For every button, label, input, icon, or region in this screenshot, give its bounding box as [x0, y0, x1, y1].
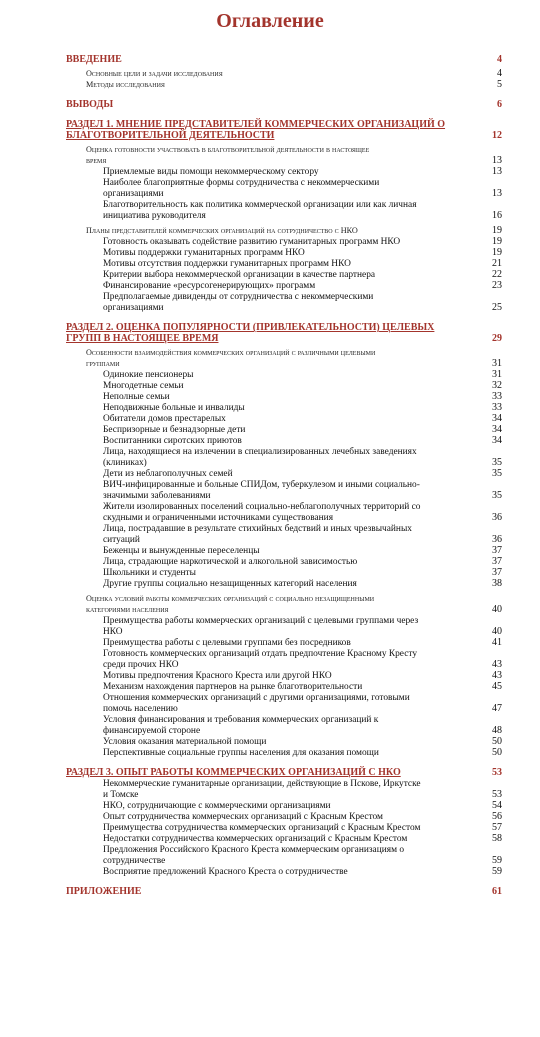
- toc-entry-line[interactable]: значимыми заболеваниями: [103, 491, 211, 501]
- toc-page-number: 34: [492, 424, 502, 435]
- toc-page-number: 4: [497, 54, 502, 65]
- toc-page-number: 37: [492, 567, 502, 578]
- toc-page-number: 53: [492, 789, 502, 800]
- toc-page-number: 31: [492, 358, 502, 369]
- toc-entry-line[interactable]: Неподвижные больные и инвалиды: [103, 403, 245, 413]
- toc-entry-line[interactable]: Воспитанники сиротских приютов: [103, 436, 242, 446]
- toc-entry-line[interactable]: и Томске: [103, 790, 139, 800]
- toc-entry-line[interactable]: Преимущества сотрудничества коммерческих организаций с Красным Крестом: [103, 823, 421, 833]
- toc-entry-line[interactable]: Школьники и студенты: [103, 568, 196, 578]
- toc-page-number: 16: [492, 210, 502, 221]
- toc-page-number: 19: [492, 247, 502, 258]
- toc-entry-line[interactable]: Планы представителей коммерческих организаций на сотрудничество с НКО: [86, 226, 358, 235]
- toc-entry-line[interactable]: ГРУПП В НАСТОЯЩЕЕ ВРЕМЯ: [66, 333, 219, 344]
- toc-entry-line[interactable]: Критерии выбора некоммерческой организации в качестве партнера: [103, 270, 376, 280]
- toc-entry-line[interactable]: Обитатели домов престарелых: [103, 414, 226, 424]
- toc-page-number: 37: [492, 556, 502, 567]
- toc-entry-line[interactable]: ситуаций: [103, 535, 140, 545]
- toc-page-number: 19: [492, 236, 502, 247]
- toc-entry-line[interactable]: Преимущества работы коммерческих организаций с целевыми группами через: [103, 616, 419, 626]
- toc-page-number: 58: [492, 833, 502, 844]
- toc-entry-line[interactable]: Финансирование «ресурсогенерирующих» программ: [103, 281, 316, 291]
- toc-page-number: 21: [492, 258, 502, 269]
- toc-entry-line[interactable]: Готовность коммерческих организаций отдать предпочтение Красному Кресту: [103, 649, 418, 659]
- toc-page-number: 19: [492, 225, 502, 236]
- toc-page-number: 36: [492, 512, 502, 523]
- toc-entry-line[interactable]: Опыт сотрудничества коммерческих организаций с Красным Крестом: [103, 812, 383, 822]
- toc-entry-line[interactable]: Восприятие предложений Красного Креста о сотрудничестве: [103, 867, 348, 877]
- toc-entry-line[interactable]: Лица, страдающие наркотической и алкогольной зависимостью: [103, 557, 358, 567]
- toc-page-number: 33: [492, 402, 502, 413]
- toc-page-number: 48: [492, 725, 502, 736]
- toc-page-number: 35: [492, 468, 502, 479]
- toc-page-number: 57: [492, 822, 502, 833]
- toc-entry-line[interactable]: Другие группы социально незащищенных категорий населения: [103, 579, 357, 589]
- toc-entry-line[interactable]: Беспризорные и безнадзорные дети: [103, 425, 246, 435]
- toc-entry-line[interactable]: скудными и ограниченными источниками существования: [103, 513, 334, 523]
- toc-page-number: 61: [492, 886, 502, 897]
- toc-entry-line[interactable]: Неполные семьи: [103, 392, 170, 402]
- toc-entry-line[interactable]: Беженцы и вынужденные переселенцы: [103, 546, 260, 556]
- toc-page-number: 25: [492, 302, 502, 313]
- toc-entry-line[interactable]: Механизм нахождения партнеров на рынке благотворительности: [103, 682, 363, 692]
- toc-page-number: 32: [492, 380, 502, 391]
- toc-entry-line[interactable]: ВВЕДЕНИЕ: [66, 54, 122, 65]
- toc-entry-line[interactable]: НКО: [103, 627, 123, 637]
- toc-page-number: 41: [492, 637, 502, 648]
- toc-entry-line[interactable]: Жители изолированных поселений социально-неблагополучных территорий со: [103, 502, 421, 512]
- toc-entry-line[interactable]: ВИЧ-инфицированные и больные СПИДом, туберкулезом и иными социально-: [103, 480, 420, 490]
- toc-entry-line[interactable]: Условия финансирования и требования коммерческих организаций к: [103, 715, 379, 725]
- toc-entry-line[interactable]: Приемлемые виды помощи некоммерческому сектору: [103, 167, 319, 177]
- toc-entry-line[interactable]: помочь населению: [103, 704, 178, 714]
- toc-entry-line[interactable]: Оценка условий работы коммерческих организаций с социально незащищенными: [86, 594, 375, 603]
- toc-page-number: 13: [492, 155, 502, 166]
- toc-entry-line[interactable]: РАЗДЕЛ 3. ОПЫТ РАБОТЫ КОММЕРЧЕСКИХ ОРГАНИЗАЦИЙ С НКО: [66, 767, 401, 778]
- toc-page-number: 50: [492, 736, 502, 747]
- toc-entry-line[interactable]: Мотивы отсутствия поддержки гуманитарных программ НКО: [103, 259, 351, 269]
- toc-page-number: 47: [492, 703, 502, 714]
- toc-page-number: 22: [492, 269, 502, 280]
- toc-entry-line[interactable]: Благотворительность как политика коммерческой организации или как личная: [103, 200, 417, 210]
- toc-entry-line[interactable]: ПРИЛОЖЕНИЕ: [66, 886, 142, 897]
- toc-page-number: 23: [492, 280, 502, 291]
- toc-page-number: 50: [492, 747, 502, 758]
- toc-entry-line[interactable]: организациями: [103, 189, 164, 199]
- toc-entry-line[interactable]: Методы исследования: [86, 80, 165, 89]
- toc-page-number: 4: [497, 68, 502, 79]
- toc-entry-line[interactable]: Наиболее благоприятные формы сотрудничества с некоммерческими: [103, 178, 380, 188]
- toc-entry-line[interactable]: Основные цели и задачи исследования: [86, 69, 223, 78]
- toc-page-number: 13: [492, 188, 502, 199]
- toc-page-number: 45: [492, 681, 502, 692]
- toc-page-number: 5: [497, 79, 502, 90]
- toc-page-number: 31: [492, 369, 502, 380]
- page-title: Оглавление: [216, 10, 324, 32]
- toc-page-number: 38: [492, 578, 502, 589]
- toc-entry-line[interactable]: Особенности взаимодействия коммерческих организаций с различными целевыми: [86, 348, 376, 357]
- toc-entry-line[interactable]: ВЫВОДЫ: [66, 99, 114, 110]
- toc-page-number: 43: [492, 659, 502, 670]
- toc-entry-line[interactable]: Недостатки сотрудничества коммерческих организаций с Красным Крестом: [103, 834, 408, 844]
- toc-entry-line[interactable]: Перспективные социальные группы населения для оказания помощи: [103, 748, 379, 758]
- toc-entry-line[interactable]: инициатива руководителя: [103, 211, 206, 221]
- toc-page-number: 56: [492, 811, 502, 822]
- toc-page-number: 40: [492, 604, 502, 615]
- toc-entry-line[interactable]: РАЗДЕЛ 2. ОЦЕНКА ПОПУЛЯРНОСТИ (ПРИВЛЕКАТЕЛЬНОСТИ) ЦЕЛЕВЫХ: [66, 322, 435, 333]
- toc-entry-line[interactable]: Преимущества работы с целевыми группами без посредников: [103, 638, 351, 648]
- toc-entry-line[interactable]: Предполагаемые дивиденды от сотрудничества с некоммерческими: [103, 292, 374, 302]
- toc-entry-line[interactable]: Мотивы предпочтения Красного Креста или другой НКО: [103, 671, 332, 681]
- toc-entry-line[interactable]: Некоммерческие гуманитарные организации, действующие в Пскове, Иркутске: [103, 779, 421, 789]
- toc-entry-line[interactable]: финансируемой стороне: [103, 726, 201, 736]
- toc-entry-line[interactable]: Лица, находящиеся на излечении в специализированных лечебных заведениях: [103, 447, 417, 457]
- toc-page-number: 35: [492, 457, 502, 468]
- toc-entry-line[interactable]: (клиниках): [103, 458, 147, 468]
- toc-entry-line[interactable]: сотрудничестве: [103, 856, 166, 866]
- toc-entry-line[interactable]: РАЗДЕЛ 1. МНЕНИЕ ПРЕДСТАВИТЕЛЕЙ КОММЕРЧЕСКИХ ОРГАНИЗАЦИЙ О: [66, 119, 446, 130]
- toc-entry-line[interactable]: Отношения коммерческих организаций с другими организациями, готовыми: [103, 693, 410, 703]
- toc-entry-line[interactable]: организациями: [103, 303, 164, 313]
- toc-page-number: 36: [492, 534, 502, 545]
- toc-entry-line[interactable]: время: [86, 156, 107, 165]
- toc-page-number: 29: [492, 333, 502, 344]
- toc-page-number: 53: [492, 767, 502, 778]
- toc-page-number: 34: [492, 435, 502, 446]
- toc-entry-line[interactable]: Условия оказания материальной помощи: [103, 737, 267, 747]
- toc-entry-line[interactable]: НКО, сотрудничающие с коммерческими организациями: [103, 801, 331, 811]
- toc-entry-line[interactable]: Лица, пострадавшие в результате стихийных бедствий и иных чрезвычайных: [103, 524, 412, 534]
- toc-page-number: 35: [492, 490, 502, 501]
- toc-entry-line[interactable]: группами: [86, 359, 120, 368]
- toc-entry-line[interactable]: Многодетные семьи: [103, 381, 184, 391]
- toc-page-number: 12: [492, 130, 502, 141]
- toc-entry-line[interactable]: Предложения Российского Красного Креста коммерческим организациям о: [103, 845, 405, 855]
- toc-entry-line[interactable]: Мотивы поддержки гуманитарных программ НКО: [103, 248, 305, 258]
- toc-page-number: 34: [492, 413, 502, 424]
- toc-page-number: 59: [492, 855, 502, 866]
- toc-page-number: 37: [492, 545, 502, 556]
- toc-entry-line[interactable]: категориями населения: [86, 605, 169, 614]
- toc-page-number: 33: [492, 391, 502, 402]
- toc-entry-line[interactable]: Оценка готовности участвовать в благотворительной деятельности в настоящее: [86, 145, 370, 154]
- toc-page-number: 43: [492, 670, 502, 681]
- toc-entry-line[interactable]: среди прочих НКО: [103, 660, 179, 670]
- toc-page-number: 54: [492, 800, 502, 811]
- toc-entry-line[interactable]: Дети из неблагополучных семей: [103, 469, 233, 479]
- toc-page-number: 40: [492, 626, 502, 637]
- toc-entry-line[interactable]: Готовность оказывать содействие развитию гуманитарных программ НКО: [103, 237, 401, 247]
- toc-page-number: 6: [497, 99, 502, 110]
- toc-page-number: 13: [492, 166, 502, 177]
- toc-page-number: 59: [492, 866, 502, 877]
- toc-entry-line[interactable]: БЛАГОТВОРИТЕЛЬНОЙ ДЕЯТЕЛЬНОСТИ: [66, 130, 275, 141]
- toc-entry-line[interactable]: Одинокие пенсионеры: [103, 370, 194, 380]
